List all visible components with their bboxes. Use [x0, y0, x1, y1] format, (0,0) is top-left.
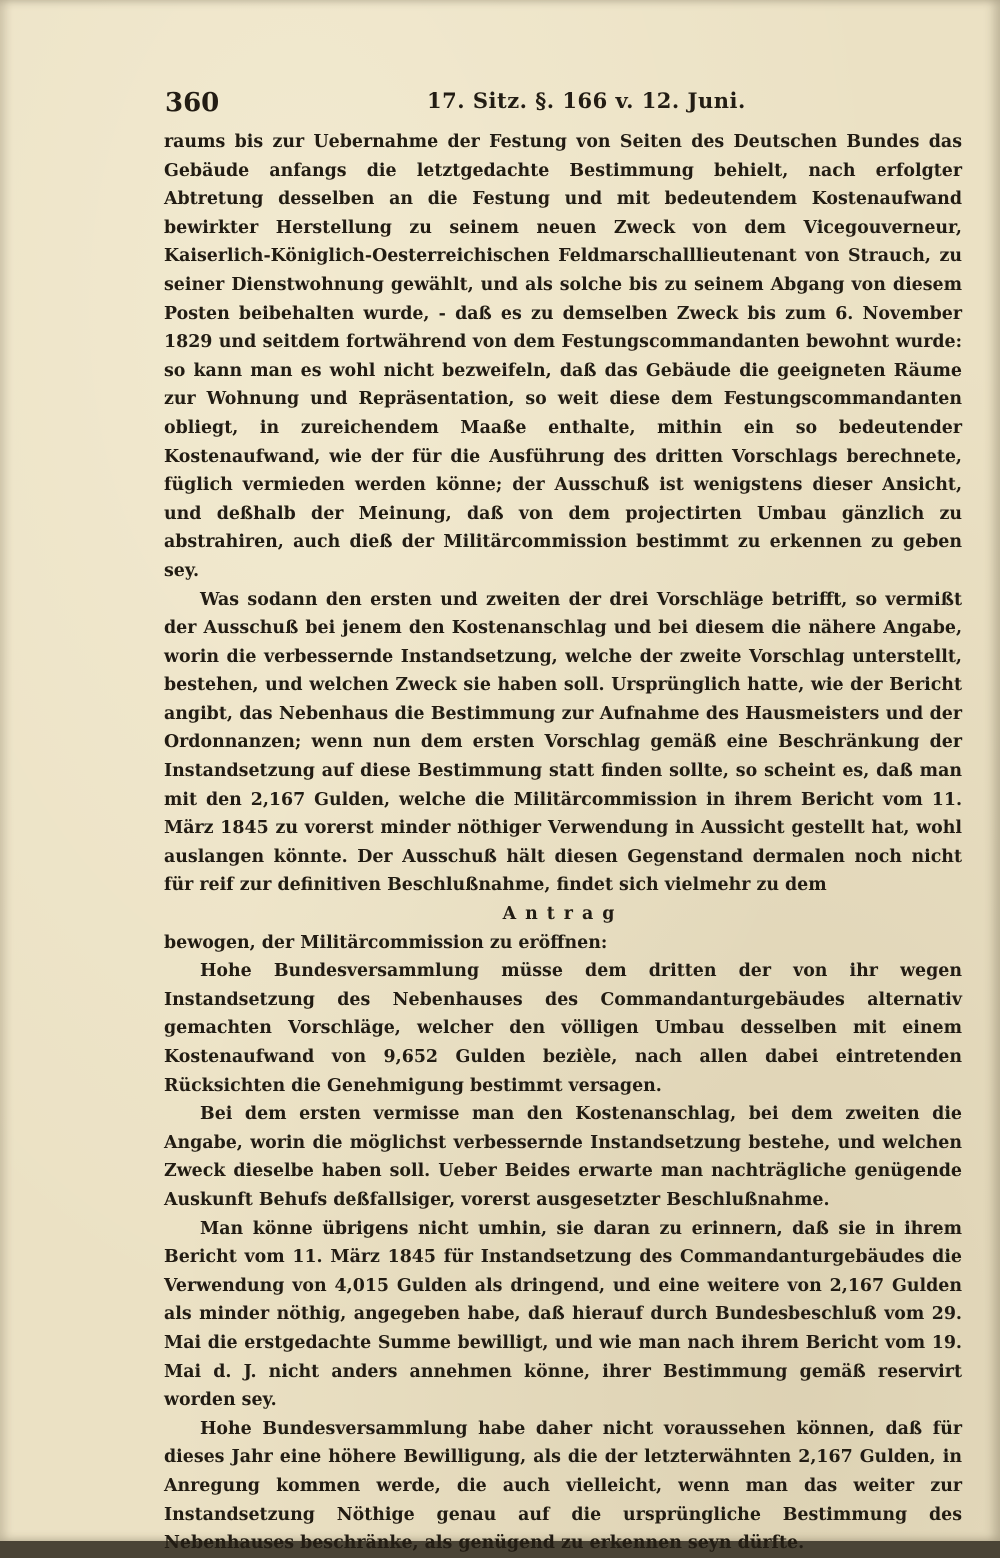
paragraph-antrag-lead: bewogen, der Militärcommission zu eröffnen:	[164, 932, 608, 953]
running-title: 17. Sitz. §. 166 v. 12. Juni.	[427, 88, 746, 113]
paragraph-antrag-1: Hohe Bundesversammlung müsse dem dritten der von ihr wegen Instandsetzung des Nebenhauses des Commandanturgebäudes alternativ gemachten Vorschläge, welcher den völligen Umbau desselben mit einem Kostenaufwand von 9,652 Gulden bezièle, nach allen dabei eintretenden Rücksichten die Genehmigung bestimmt versagen.	[164, 961, 962, 1096]
antrag-heading: Antrag	[502, 904, 624, 925]
paragraph-proposals: Was sodann den ersten und zweiten der drei Vorschläge betrifft, so vermißt der Ausschuß bei jenem den Kostenanschlag und bei diesem die nähere Angabe, worin die verbessernde Instandsetzung, welche der zweite Vorschlag unterstellt, bestehen, und welchen Zweck sie haben soll. Ursprünglich hatte, wie der Bericht angibt, das Nebenhaus die Bestimmung zur Aufnahme des Hausmeisters und der Ordonnanzen; wenn nun dem ersten Vorschlag gemäß eine Beschränkung der Instandsetzung auf diese Bestimmung statt finden sollte, so scheint es, daß man mit den 2,167 Gulden, welche die Militärcommission in ihrem Bericht vom 11. März 1845 zu vorerst minder nöthiger Verwendung in Aussicht gestellt hat, wohl auslangen könnte. Der Ausschuß hält diesen Gegenstand dermalen noch nicht für reif zur definitiven Beschlußnahme, findet sich vielmehr zu dem	[164, 589, 962, 896]
paragraph-antrag-2: Bei dem ersten vermisse man den Kostenanschlag, bei dem zweiten die Angabe, worin die möglichst verbessernde Instandsetzung bestehe, und welchen Zweck dieselbe haben soll. Ueber Beides erwarte man nachträgliche genügende Auskunft Behufs deßfallsiger, vorerst ausgesetzter Beschlußnahme.	[164, 1104, 962, 1210]
paragraph-antrag-3: Man könne übrigens nicht umhin, sie daran zu erinnern, daß sie in ihrem Bericht vom 11. März 1845 für Instandsetzung des Commandanturgebäudes die Verwendung von 4,015 Gulden als dringend, und eine weitere von 2,167 Gulden als minder nöthig, angegeben habe, daß hierauf durch Bundesbeschluß vom 29. Mai die erstgedachte Summe bewilligt, und wie man nach ihrem Bericht vom 19. Mai d. J. nicht anders annehmen könne, ihrer Bestimmung gemäß reservirt worden sey.	[164, 1218, 962, 1411]
page-number: 360	[165, 88, 220, 118]
paragraph-continuation: raums bis zur Uebernahme der Festung von Seiten des Deutschen Bundes das Gebäude anfangs die letztgedachte Bestimmung behielt, nach erfolgter Abtretung desselben an die Festung und mit bedeutendem Kostenaufwand bewirkter Herstellung zu seinem neuen Zweck von dem Vicegouverneur, Kaiserlich-Königlich-Oesterreichischen Feldmarschalllieutenant von Strauch, zu seiner Dienstwohnung gewählt, und als solche bis zu seinem Abgang von diesem Posten beibehalten wurde, - daß es zu demselben Zweck bis zum 6. November 1829 und seitdem fortwährend von dem Festungscommandanten bewohnt wurde: so kann man es wohl nicht bezweifeln, daß das Gebäude die geeigneten Räume zur Wohnung und Repräsentation, so weit diese dem Festungscommandanten obliegt, in zureichendem Maaße enthalte, mithin ein so bedeutender Kostenaufwand, wie der für die Ausführung des dritten Vorschlags berechnete, füglich vermieden werden könne; der Ausschuß ist wenigstens dieser Ansicht, und deßhalb der Meinung, daß von dem projectirten Umbau gänzlich zu abstrahiren, auch dieß der Militärcommission bestimmt zu erkennen zu geben sey.	[164, 132, 962, 581]
paragraph-antrag-4: Hohe Bundesversammlung habe daher nicht voraussehen können, daß für dieses Jahr eine höhere Bewilligung, als die der letzterwähnten 2,167 Gulden, in Anregung kommen werde, die auch vielleicht, wenn man das weiter zur Instandsetzung Nöthige genau auf die ursprüngliche Bestimmung des Nebenhauses beschränke, als genügend zu erkennen seyn dürfte.	[164, 1418, 962, 1554]
body-text	[164, 128, 962, 1558]
page-header	[165, 88, 965, 122]
